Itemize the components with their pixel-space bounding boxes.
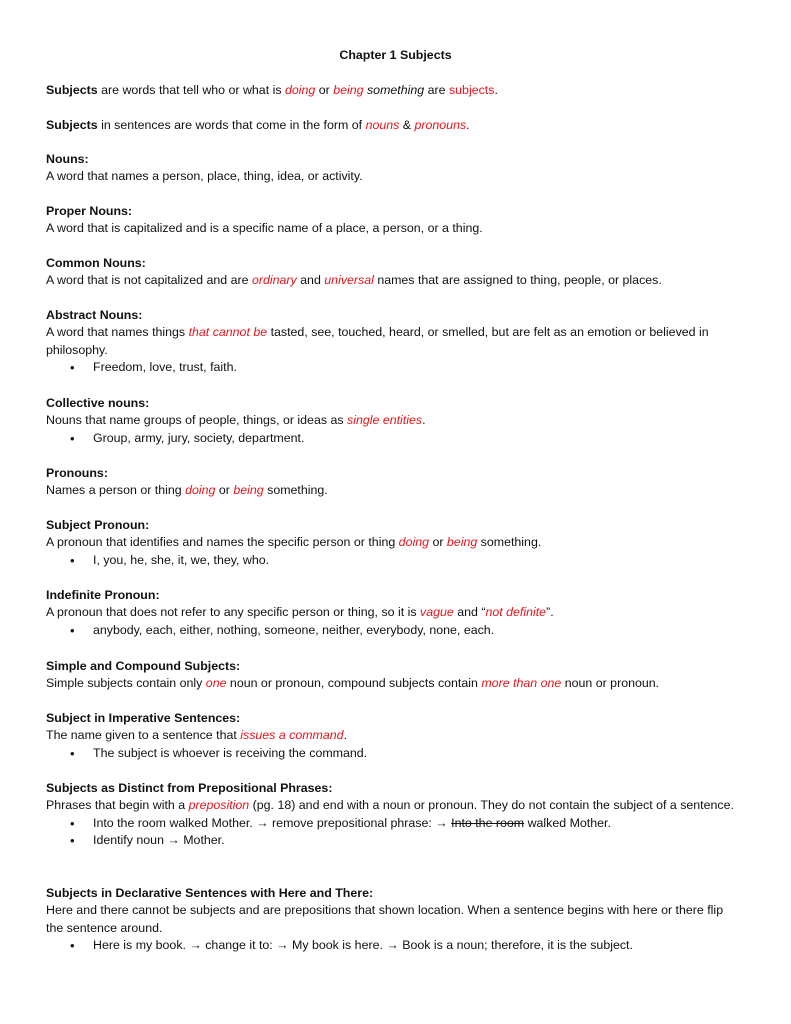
text: .	[422, 413, 426, 428]
section-definition: Here and there cannot be subjects and are prepositions that shown location. When a sentence begins with here or there flip the sentence around.	[46, 903, 724, 935]
highlight-subjects: subjects	[448, 83, 495, 97]
highlight-ordinary: ordinary	[251, 273, 297, 288]
text: are	[424, 83, 449, 97]
list-item: • The subject is whoever is receiving the command.	[46, 745, 736, 762]
list-item	[46, 815, 736, 832]
section-heading: Nouns:	[46, 152, 89, 166]
text: something.	[477, 535, 542, 550]
term-subjects: Subjects	[46, 83, 98, 97]
term-subjects: Subjects	[46, 118, 98, 132]
text: A pronoun that does not refer to any specific person or thing, so it is	[46, 605, 420, 620]
list-item: • Identify noun → Mother.	[46, 832, 736, 849]
section-heading: Indefinite Pronoun:	[46, 588, 160, 602]
section-pronouns	[46, 465, 736, 500]
list-item: • Group, army, jury, society, department.	[46, 430, 736, 447]
section-definition	[46, 797, 736, 814]
section-heading: Simple and Compound Subjects:	[46, 659, 241, 673]
text: or	[315, 83, 334, 97]
section-definition	[46, 604, 736, 621]
section-heading: Subject in Imperative Sentences:	[46, 711, 241, 725]
intro-definition	[46, 82, 736, 99]
struck-phrase: Into the room	[451, 815, 525, 830]
text: ”.	[546, 605, 554, 620]
list-item: • anybody, each, either, nothing, someone, neither, everybody, none, each.	[46, 622, 736, 639]
intro-forms	[46, 117, 736, 134]
highlight-being: being	[333, 83, 364, 97]
section-heading: Collective nouns:	[46, 396, 150, 410]
text: something.	[263, 483, 328, 498]
section-collective-nouns	[46, 395, 736, 447]
section-indefinite-pronoun	[46, 587, 736, 639]
section-common-nouns	[46, 255, 736, 290]
section-definition	[46, 727, 736, 744]
bullet-list	[46, 937, 736, 954]
section-declarative	[46, 885, 736, 955]
page-title: Chapter 1 Subjects	[339, 48, 452, 62]
section-heading: Subjects as Distinct from Prepositional Phrases:	[46, 781, 333, 795]
bullet-list	[46, 430, 736, 447]
highlight-issues-a-command: issues a command	[240, 728, 344, 743]
text: Nouns that name groups of people, things, or ideas as	[46, 413, 348, 428]
text: and	[296, 273, 325, 288]
highlight-being: being	[233, 483, 264, 498]
highlight-doing: doing	[398, 535, 429, 550]
bullet-list	[46, 359, 736, 376]
text: noun or pronoun, compound subjects contain	[226, 676, 482, 691]
section-definition	[46, 324, 736, 359]
text: A word that is not capitalized and are	[46, 273, 252, 288]
bullet-list	[46, 745, 736, 762]
highlight-doing: doing	[284, 83, 316, 97]
text: &	[399, 118, 415, 132]
text: noun or pronoun.	[561, 676, 660, 691]
section-definition	[46, 412, 736, 429]
highlight-more-than-one: more than one	[481, 676, 562, 691]
text: in sentences are words that come in the form of	[97, 118, 366, 132]
section-abstract-nouns	[46, 307, 736, 377]
highlight-not-definite: not definite	[485, 605, 547, 620]
highlight-vague: vague	[420, 605, 454, 620]
section-definition	[46, 272, 736, 289]
section-heading: Subjects in Declarative Sentences with Here and There:	[46, 886, 374, 900]
text: are words that tell who or what is	[97, 83, 285, 97]
text: .	[466, 118, 470, 132]
section-simple-compound	[46, 658, 736, 693]
section-definition: A word that names a person, place, thing, idea, or activity.	[46, 169, 363, 184]
text: The name given to a sentence that	[46, 728, 241, 743]
section-heading: Abstract Nouns:	[46, 308, 143, 322]
bullet-list	[46, 815, 736, 850]
text: (pg. 18) and end with a noun or pronoun. They do not contain the subject of a sentence.	[249, 798, 734, 813]
highlight-single-entities: single entities	[347, 413, 423, 428]
highlight-being: being	[446, 535, 478, 550]
section-subject-pronoun	[46, 517, 736, 569]
section-definition	[46, 482, 736, 499]
list-item: • I, you, he, she, it, we, they, who.	[46, 552, 736, 569]
highlight-one: one	[205, 676, 227, 691]
text: or	[429, 535, 447, 550]
section-nouns	[46, 151, 736, 186]
text: or	[215, 483, 234, 498]
text: A pronoun that identifies and names the specific person or thing	[46, 535, 399, 550]
list-item: • Freedom, love, trust, faith.	[46, 359, 736, 376]
text: Simple subjects contain only	[46, 676, 206, 691]
text: names that are assigned to thing, people, or places.	[373, 273, 662, 288]
text: tasted, see, touched, heard, or smelled, but are felt as an emotion or believed in philosophy.	[46, 325, 709, 357]
highlight-doing: doing	[185, 483, 216, 498]
section-heading: Proper Nouns:	[46, 204, 133, 218]
highlight-universal: universal	[324, 273, 374, 288]
section-proper-nouns	[46, 203, 736, 238]
highlight-preposition: preposition	[188, 798, 250, 813]
highlight-nouns: nouns	[365, 118, 400, 132]
section-heading: Common Nouns:	[46, 256, 146, 270]
section-heading: Pronouns:	[46, 466, 108, 480]
text: Into the room walked Mother. → remove prepositional phrase: →	[93, 815, 452, 830]
bullet-list	[46, 552, 736, 569]
text: walked Mother.	[524, 815, 611, 830]
section-imperative	[46, 710, 736, 762]
section-definition: A word that is capitalized and is a specific name of a place, a person, or a thing.	[46, 221, 483, 236]
text: Phrases that begin with a	[46, 798, 189, 813]
section-prepositional-phrases	[46, 780, 736, 850]
section-heading: Subject Pronoun:	[46, 518, 150, 532]
italic-something: something	[363, 83, 425, 97]
text: A word that names things	[46, 325, 189, 340]
text: Names a person or thing	[46, 483, 186, 498]
section-definition	[46, 534, 736, 551]
list-item: • Here is my book. → change it to: → My book is here. → Book is a noun; therefore, it is the subject.	[46, 937, 736, 954]
highlight-pronouns: pronouns	[414, 118, 467, 132]
bullet-list	[46, 622, 736, 639]
section-definition	[46, 675, 736, 692]
text: .	[494, 83, 498, 97]
text: .	[343, 728, 348, 743]
text: and “	[453, 605, 486, 620]
highlight-that-cannot-be: that cannot be	[188, 325, 268, 340]
